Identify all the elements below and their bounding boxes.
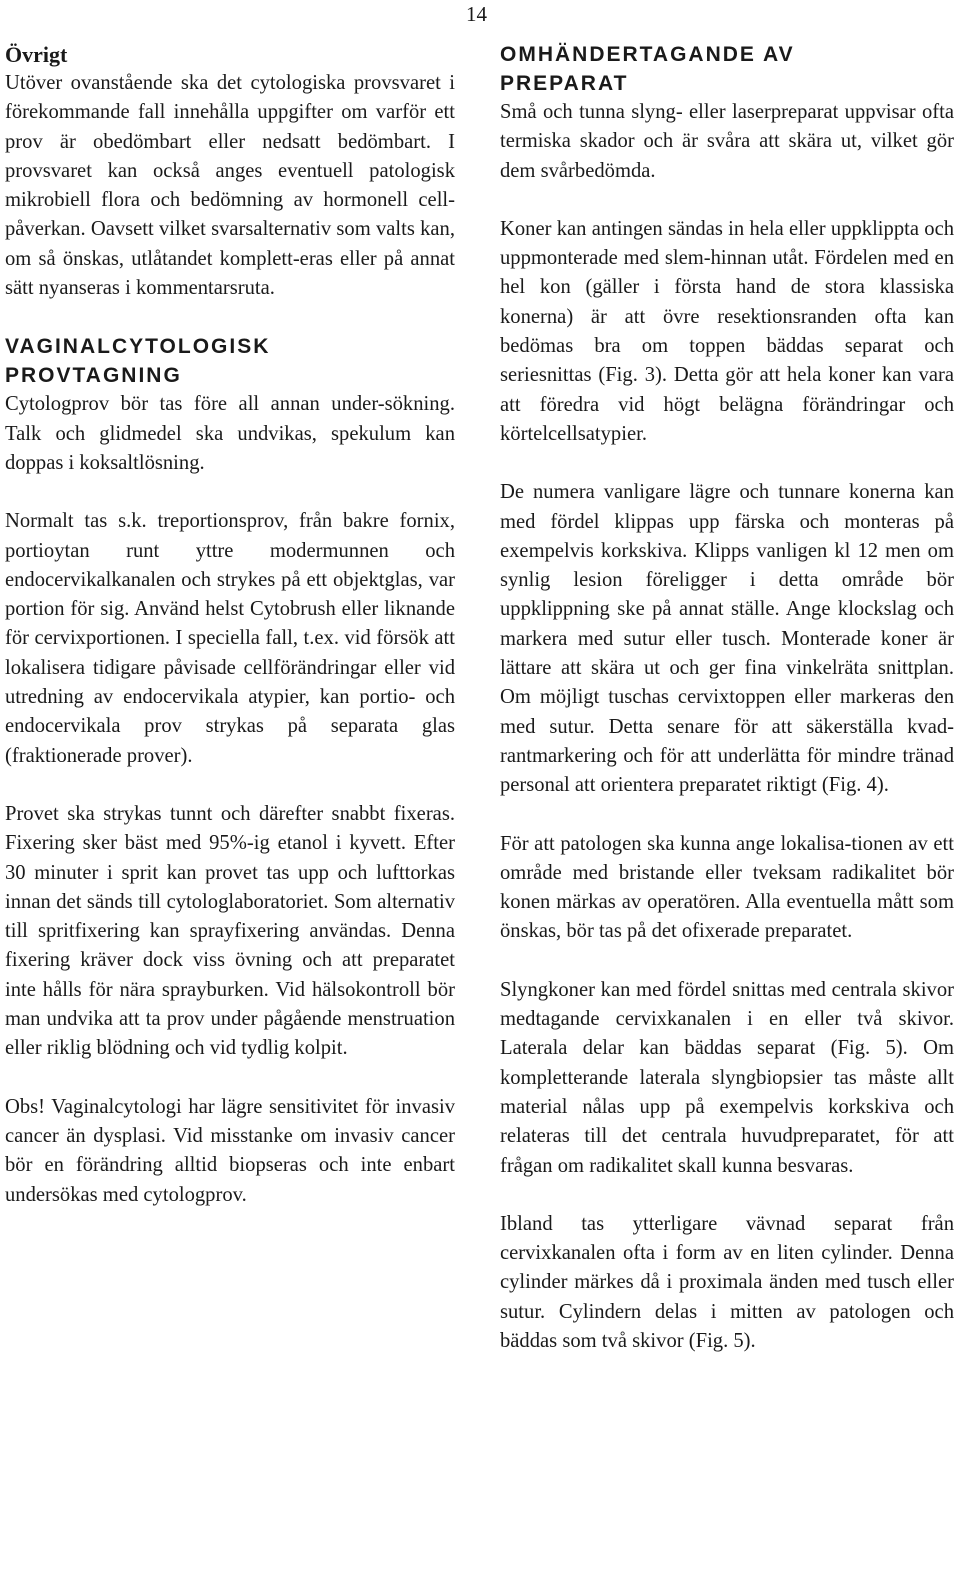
paragraph-provtagning-3: Provet ska strykas tunnt och därefter snabbt fixeras. Fixering sker bäst med 95%-ig etanol i kyvett. Efter 30 minuter i sprit kan provet tas upp och lufttorkas innan det sänds till cytologlaboratoriet. Som alternativ till spritfixering kan sprayfixering användas. Denna fixering kräver dock viss övning och att preparatet inte hålls för nära sprayburken. Vid hälsokontroll bör man undvika att ta prov under pågående menstruation eller riklig blödning och vid tydlig kolpit. xyxy=(5,802,455,1060)
heading-vaginalcytologisk-line1: VAGINALCYTOLOGISK xyxy=(5,335,271,359)
paragraph-preparat-5: Slyngkoner kan med fördel snittas med centrala skivor medtagande cervixkanalen i en eller två skivor. Laterala delar kan bäddas separat (Fig. 5). Om kompletterande laterala slyngbiopsier tas måste allt material nålas upp på exempelvis korkskiva och relateras till det centrala huvudpreparatet, för att frågan om radikalitet skall kunna besvaras. xyxy=(500,978,954,1177)
paragraph-preparat-2: Koner kan antingen sändas in hela eller uppklippta och uppmonterade med slem-hinnan utåt. Fördelen med en hel kon (gäller i första hand de stora klassiska konerna) är att övre resektionsranden ofta kan bedömas bra om toppen bäddas separat och seriesnittas (Fig. 3). Detta gör att hela koner kan vara att föredra vid högt belägna förändringar och körtelcellsatypier. xyxy=(500,217,954,445)
heading-vaginalcytologisk-line2: PROVTAGNING xyxy=(5,364,182,388)
heading-omhandertagande-line2: PREPARAT xyxy=(500,72,629,95)
paragraph-provtagning-1: Cytologprov bör tas före all annan under-sökning. Talk och glidmedel ska undvikas, spekulum kan doppas i koksaltlösning. xyxy=(5,393,455,474)
paragraph-ovrigt: Utöver ovanstående ska det cytologiska provsvaret i förekommande fall innehålla uppgifter om varför ett prov är obedömbart eller nedsatt bedömbart. I provsvaret kan också anges eventuell patologisk mikrobiell flora och bedömning av hormonell cell-påverkan. Oavsett vilket svarsalternativ som valts kan, om så önskas, utlåtandet komplett-eras eller på annat sätt nyanseras i kommentarsruta. xyxy=(5,72,455,300)
paragraph-preparat-4: För att patologen ska kunna ange lokalisa-tionen av ett område med bristande eller tveksam radikalitet bör konen märkas av operatören. Alla eventuella mått som önskas, bör tas på det ofixerade preparatet. xyxy=(500,832,954,943)
paragraph-preparat-6: Ibland tas ytterligare vävnad separat från cervixkanalen ofta i form av en liten cylinder. Denna cylinder märkes då i proximala änden med tusch eller sutur. Cylindern delas i mitten av patologen och bäddas som två skivor (Fig. 5). xyxy=(500,1212,954,1352)
right-column xyxy=(500,40,954,1356)
paragraph-preparat-1: Små och tunna slyng- eller laserpreparat uppvisar ofta termiska skador och är svåra att skära ut, vilket gör dem svårbedömda. xyxy=(500,101,954,182)
paragraph-provtagning-2: Normalt tas s.k. treportionsprov, från bakre fornix, portioytan runt yttre modermunnen och endocervikalkanalen och strykes på ett objektglas, var portion för sig. Använd helst Cytobrush eller liknande för cervixportionen. I speciella fall, t.ex. vid försök att lokalisera tidigare påvisade cellförändringar eller vid utredning av endocervikala atypier, kan portio- och endocervikala prov strykas på separata glas (fraktionerade prover). xyxy=(5,510,455,767)
paragraph-preparat-3: De numera vanligare lägre och tunnare konerna kan med fördel klippas upp färska och monteras på exempelvis korkskiva. Klipps vanligen kl 12 men om synlig lesion föreligger i detta område bör uppklippning ske på annat ställe. Ange klockslag och markera med sutur eller tusch. Monterade koner är lättare att skära ut och ger fina vinkelräta snittplan. Om möjligt tuschas cervixtoppen eller markeras den med sutur. Detta senare för att säkerställa kvad-rantmarkering och för att underlätta för mindre tränad personal att orientera preparatet riktigt (Fig. 4). xyxy=(500,481,954,797)
heading-omhandertagande-line1: OMHÄNDERTAGANDE AV xyxy=(500,43,795,66)
left-column xyxy=(5,40,455,1210)
heading-ovrigt: Övrigt xyxy=(5,42,68,67)
page-number: 14 xyxy=(466,2,487,26)
paragraph-provtagning-4: Obs! Vaginalcytologi har lägre sensitivitet för invasiv cancer än dysplasi. Vid misstanke om invasiv cancer bör en förändring alltid biopseras och inte enbart undersökas med cytologprov. xyxy=(5,1095,455,1206)
